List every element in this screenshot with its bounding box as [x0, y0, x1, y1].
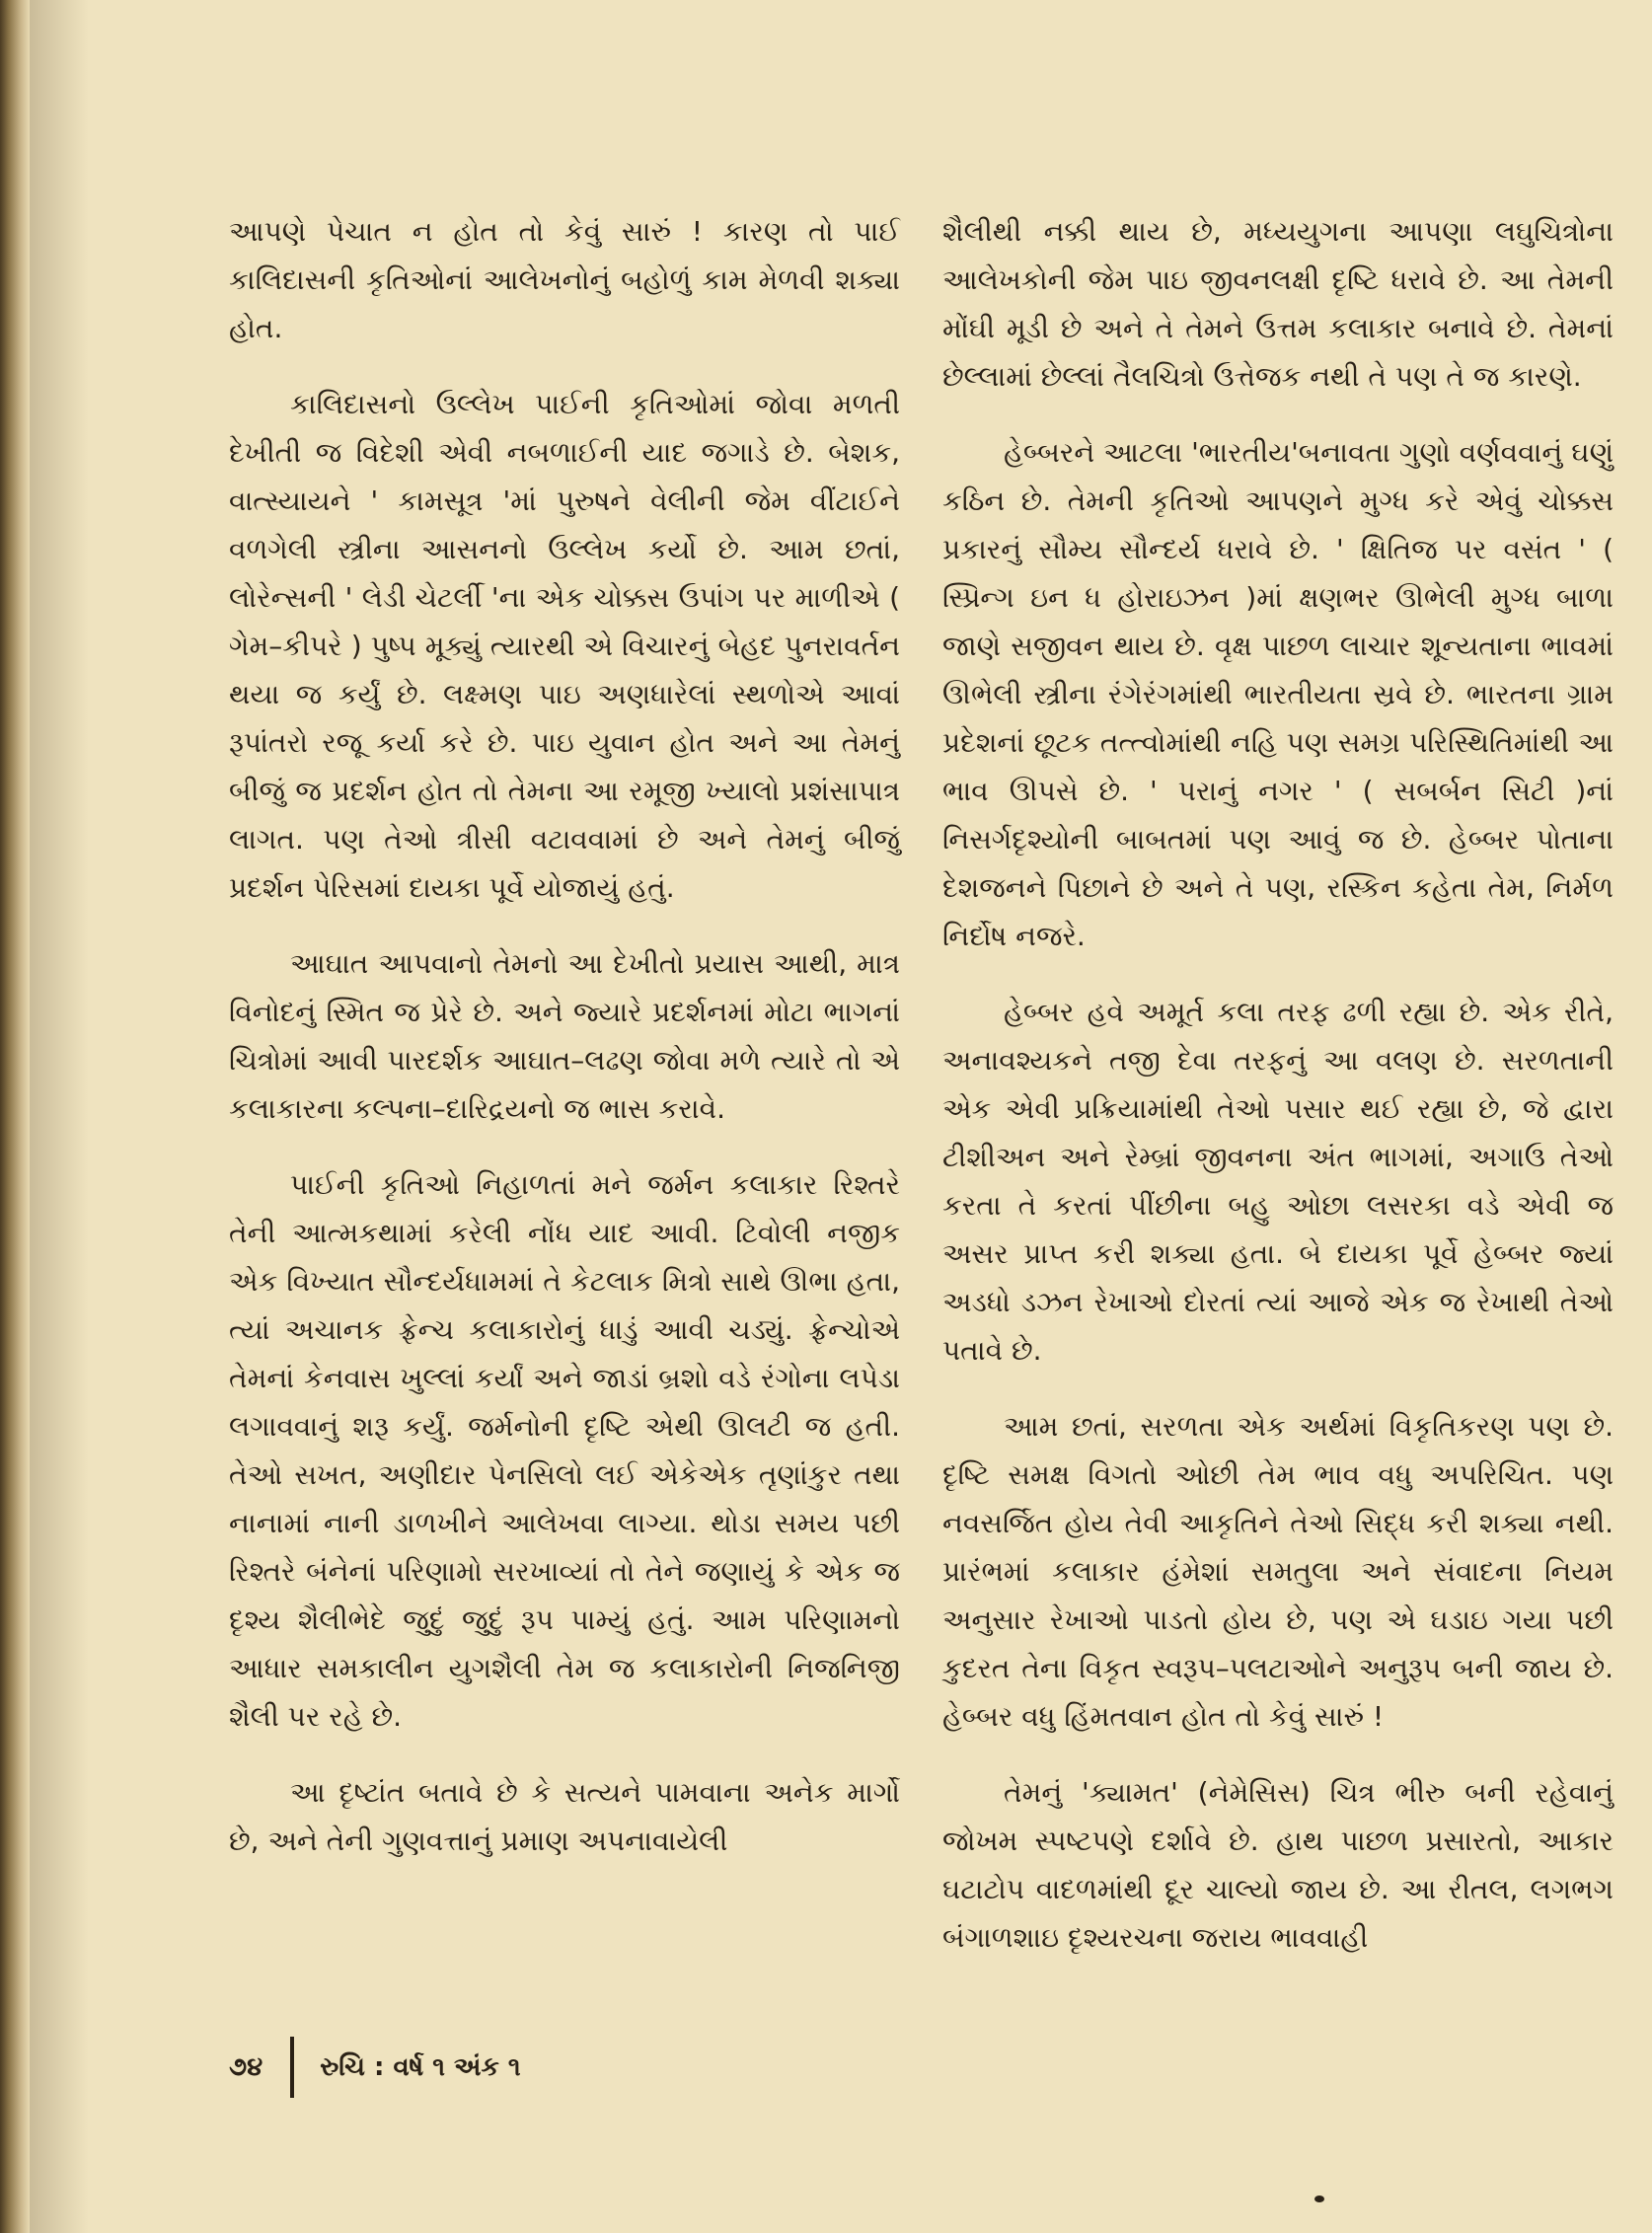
page-footer — [229, 2038, 521, 2097]
paragraph: આ દૃષ્ટાંત બતાવે છે કે સત્યને પામવાના અનેક માર્ગો છે, અને તેની ગુણવત્તાનું પ્રમાણ અપનાવાયેલી — [229, 1776, 900, 1857]
paragraph: તેમનું 'ક્યામત' (નેમેસિસ) ચિત્ર ભીરુ બની રહેવાનું જોખમ સ્પષ્ટપણે દર્શાવે છે. હાથ પાછળ પ્રસારતો, આકાર ઘટાટોપ વાદળમાંથી દૂર ચાલ્યો જાય છે. આ રીતલ, લગભગ બંગાળશાઇ દૃશ્યરચના જરાય ભાવવાહી — [942, 1776, 1614, 1954]
right-text-column — [942, 207, 1614, 1989]
paragraph: કાલિદાસનો ઉલ્લેખ પાઈની કૃતિઓમાં જોવા મળતી દેખીતી જ વિદેશી એવી નબળાઈની યાદ જગાડે છે. બેશક, વાત્સ્યાયને ' કામસૂત્ર 'માં પુરુષને વેલીની જેમ વીંટાઈને વળગેલી સ્ત્રીના આસનનો ઉલ્લેખ કર્યો છે. આમ છતાં, લોરેન્સની ' લેડી ચેટર્લી 'ના એક ચોક્કસ ઉપાંગ પર માળીએ ( ગેમ–કીપરે ) પુષ્પ મૂક્યું ત્યારથી એ વિચારનું બેહદ પુનરાવર્તન થયા જ કર્યું છે. લક્ષ્મણ પાઇ અણધારેલાં સ્થળોએ આવાં રૂપાંતરો રજૂ કર્યા કરે છે. પાઇ યુવાન હોત અને આ તેમનું બીજું જ પ્રદર્શન હોત તો તેમના આ રમૂજી ખ્યાલો પ્રશંસાપાત્ર લાગત. પણ તેઓ ત્રીસી વટાવવામાં છે અને તેમનું બીજું પ્રદર્શન પેરિસમાં દાયકા પૂર્વે યોજાયું હતું. — [229, 388, 900, 904]
paragraph: આમ છતાં, સરળતા એક અર્થમાં વિકૃતિકરણ પણ છે. દૃષ્ટિ સમક્ષ વિગતો ઓછી તેમ ભાવ વધુ અપરિચિત. પણ નવસર્જિત હોય તેવી આકૃતિને તેઓ સિદ્ધ કરી શક્યા નથી. પ્રારંભમાં કલાકાર હંમેશાં સમતુલા અને સંવાદના નિયમ અનુસાર રેખાઓ પાડતો હોય છે, પણ એ ઘડાઇ ગયા પછી કુદરત તેના વિકૃત સ્વરૂપ–પલટાઓને અનુરૂપ બની જાય છે. હેબ્બર વધુ હિંમતવાન હોત તો કેવું સારું ! — [942, 1410, 1614, 1733]
publication-info: રુચિ : વર્ષ ૧ અંક ૧ — [320, 2051, 521, 2082]
paragraph: હેબ્બરને આટલા 'ભારતીય'બનાવતા ગુણો વર્ણવવાનું ઘણું કઠિન છે. તેમની કૃતિઓ આપણને મુગ્ધ કરે એવું ચોક્કસ પ્રકારનું સૌમ્ય સૌન્દર્ય ધરાવે છે. ' ક્ષિતિજ પર વસંત ' ( સ્પ્રિન્ગ ઇન ધ હોરાઇઝન )માં ક્ષણભર ઊભેલી મુગ્ધ બાળા જાણે સજીવન થાય છે. વૃક્ષ પાછળ લાચાર શૂન્યતાના ભાવમાં ઊભેલી સ્ત્રીના રંગેરંગમાંથી ભારતીયતા સ્રવે છે. ભારતના ગ્રામ પ્રદેશનાં છૂટક તત્ત્વોમાંથી નહિ પણ સમગ્ર પરિસ્થિતિમાંથી આ ભાવ ઊપસે છે. ' પરાનું નગર ' ( સબર્બન સિટી )નાં નિસર્ગદૃશ્યોની બાબતમાં પણ આવું જ છે. હેબ્બર પોતાના દેશજનને પિછાને છે અને તે પણ, રસ્કિન કહેતા તેમ, નિર્મળ નિર્દોષ નજરે. — [942, 436, 1614, 952]
ink-mark — [1314, 2196, 1324, 2202]
paragraph: હેબ્બર હવે અમૂર્ત કલા તરફ ઢળી રહ્યા છે. એક રીતે, અનાવશ્યકને તજી દેવા તરફનું આ વલણ છે. સરળતાની એક એવી પ્રક્રિયામાંથી તેઓ પસાર થઈ રહ્યા છે, જે દ્વારા ટીશીઅન અને રેમ્બ્રાં જીવનના અંત ભાગમાં, અગાઉ તેઓ કરતા તે કરતાં પીંછીના બહુ ઓછા લસરકા વડે એવી જ અસર પ્રાપ્ત કરી શક્યા હતા. બે દાયકા પૂર્વે હેબ્બર જ્યાં અડધો ડઝન રેખાઓ દોરતાં ત્યાં આજે એક જ રેખાથી તેઓ પતાવે છે. — [942, 996, 1614, 1367]
paragraph: આપણે પેચાત ન હોત તો કેવું સારું ! કારણ તો પાઈ કાલિદાસની કૃતિઓનાં આલેખનોનું બહોળું કામ મેળવી શક્યા હોત. — [229, 215, 900, 344]
left-text-column — [229, 207, 900, 1893]
spine-shadow — [30, 0, 89, 2233]
footer-divider — [290, 2037, 294, 2098]
page-number: ૭૪ — [229, 2051, 263, 2082]
paragraph: શૈલીથી નક્કી થાય છે, મધ્યયુગના આપણા લઘુચિત્રોના આલેખકોની જેમ પાઇ જીવનલક્ષી દૃષ્ટિ ધરાવે છે. આ તેમની મોંઘી મૂડી છે અને તે તેમને ઉત્તમ કલાકાર બનાવે છે. તેમનાં છેલ્લામાં છેલ્લાં તૈલચિત્રો ઉત્તેજક નથી તે પણ તે જ કારણે. — [942, 215, 1614, 393]
paragraph: આઘાત આપવાનો તેમનો આ દેખીતો પ્રયાસ આથી, માત્ર વિનોદનું સ્મિત જ પ્રેરે છે. અને જ્યારે પ્રદર્શનમાં મોટા ભાગનાં ચિત્રોમાં આવી પારદર્શક આઘાત–લઢણ જોવા મળે ત્યારે તો એ કલાકારના કલ્પના–દારિદ્રયનો જ ભાસ કરાવે. — [229, 947, 900, 1125]
paragraph: પાઈની કૃતિઓ નિહાળતાં મને જર્મન કલાકાર રિશ્તરે તેની આત્મકથામાં કરેલી નોંધ યાદ આવી. ટિવોલી નજીક એક વિખ્યાત સૌન્દર્યધામમાં તે કેટલાક મિત્રો સાથે ઊભા હતા, ત્યાં અચાનક ફ્રેન્ચ કલાકારોનું ધાડું આવી ચડ્યું. ફ્રેન્ચોએ તેમનાં કેનવાસ ખુલ્લાં કર્યાં અને જાડાં બ્રશો વડે રંગોના લપેડા લગાવવાનું શરૂ કર્યું. જર્મનોની દૃષ્ટિ એથી ઊલટી જ હતી. તેઓ સખત, અણીદાર પેનસિલો લઈ એકેએક તૃણાંકુર તથા નાનામાં નાની ડાળખીને આલેખવા લાગ્યા. થોડા સમય પછી રિશ્તરે બંનેનાં પરિણામો સરખાવ્યાં તો તેને જણાયું કે એક જ દૃશ્ય શૈલીભેદે જુદું જુદું રૂપ પામ્યું હતું. આમ પરિણામનો આધાર સમકાલીન યુગશૈલી તેમ જ કલાકારોની નિજનિજી શૈલી પર રહે છે. — [229, 1168, 900, 1733]
book-spine-edge — [0, 0, 30, 2233]
